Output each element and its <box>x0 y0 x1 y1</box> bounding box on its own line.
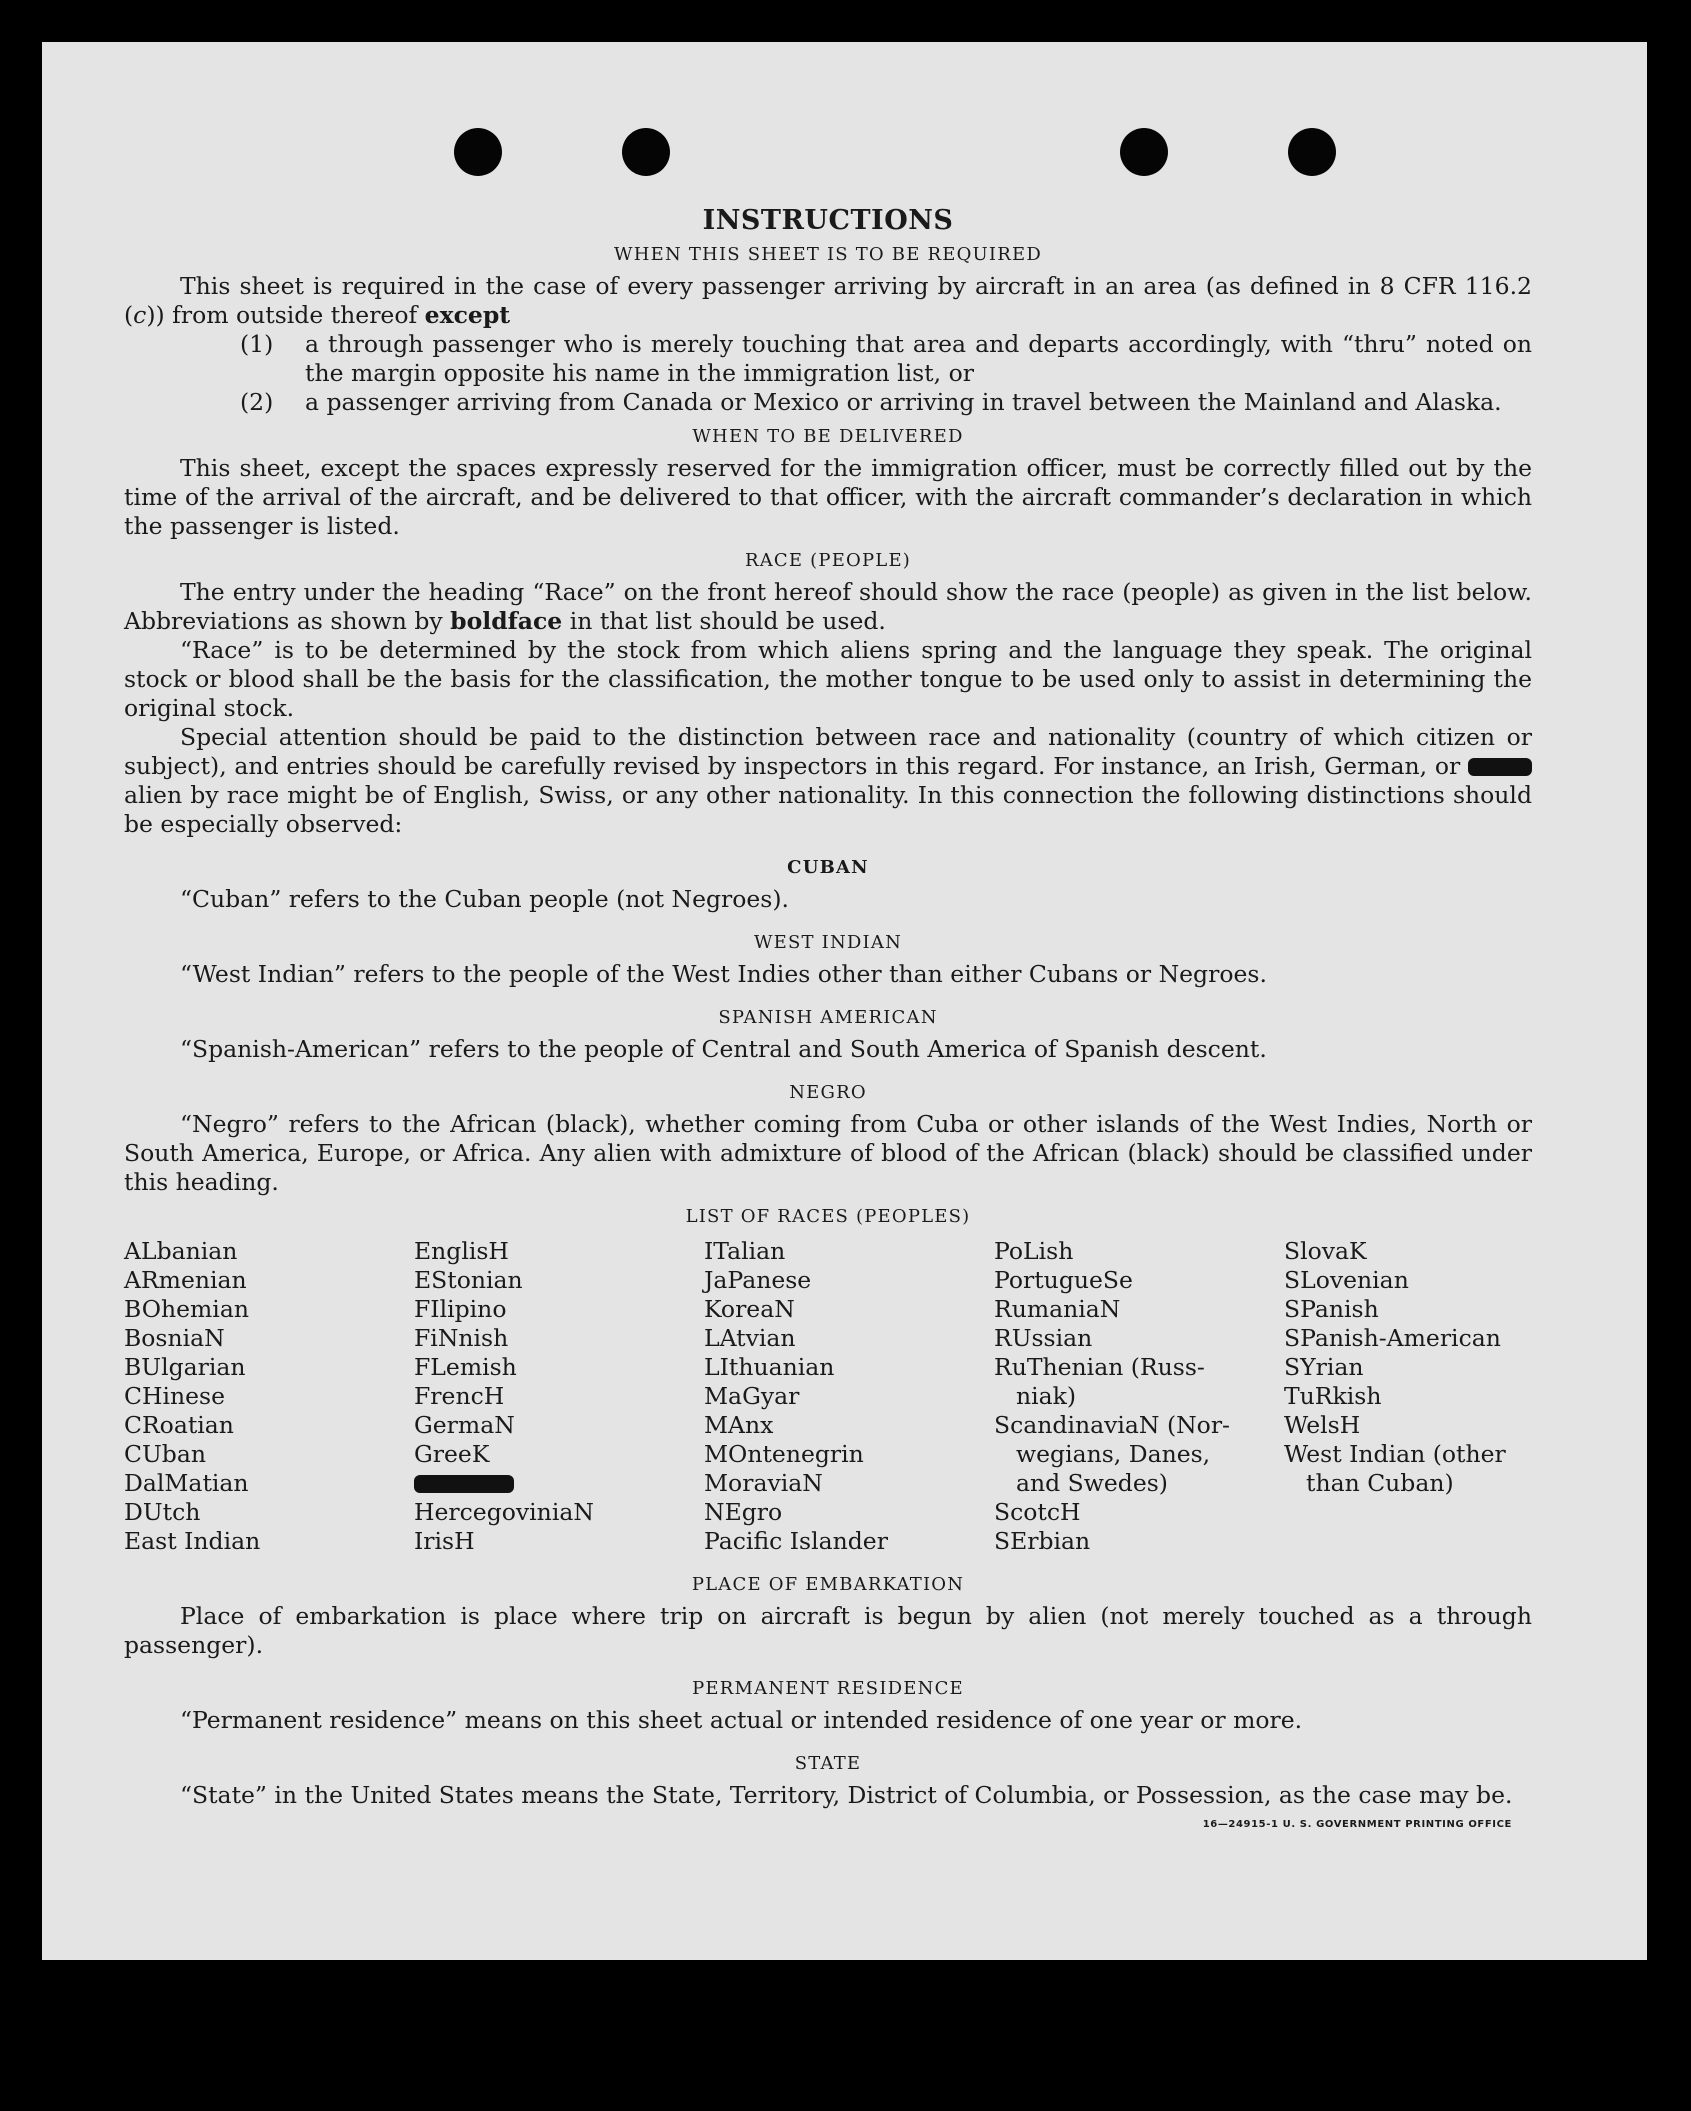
list-item <box>240 330 1532 388</box>
race-entry: PortugueSe <box>994 1266 1133 1294</box>
paragraph-cuban: “Cuban” refers to the Cuban people (not Negroes). <box>180 885 790 913</box>
document-sheet <box>42 42 1647 1960</box>
race-entry: RUssian <box>994 1324 1093 1352</box>
race-entry-continued: wegians, Danes, <box>1016 1440 1211 1468</box>
heading-required: WHEN THIS SHEET IS TO BE REQUIRED <box>614 244 1042 265</box>
race-entry: BOhemian <box>124 1295 249 1323</box>
race-entry: DUtch <box>124 1498 201 1526</box>
paragraph-west-indian: “West Indian” refers to the people of the West Indies other than either Cubans or Negroes. <box>180 960 1267 988</box>
heading-delivered: WHEN TO BE DELIVERED <box>692 426 964 447</box>
punch-hole <box>1288 128 1336 176</box>
race-entry: MOntenegrin <box>704 1440 864 1468</box>
heading-race: RACE (PEOPLE) <box>744 550 912 571</box>
race-entry: IrisH <box>414 1527 475 1555</box>
paragraph-race-3: Special attention should be paid to the distinction between race and nationality (country of which citizen or subject), and entries should be carefully revised by inspectors in this regard. For instance, an Irish, German, or alien by race might be of English, Swiss, or any other nationality. In this connection the following distinctions should be especially observed: <box>124 723 1532 838</box>
race-entry: FrencH <box>414 1382 505 1410</box>
race-entry: GermaN <box>414 1411 515 1439</box>
paragraph-negro: “Negro” refers to the African (black), whether coming from Cuba or other islands of the West Indies, North or South America, Europe, or Africa. Any alien with admixture of blood of the African (black) should be classified under this heading. <box>124 1110 1532 1196</box>
paragraph-delivered: This sheet, except the spaces expressly reserved for the immigration officer, must be correctly filled out by the time of the arrival of the aircraft, and be delivered to that officer, with the aircraft commander’s declaration in which the passenger is listed. <box>124 454 1532 540</box>
race-entry: SLovenian <box>1284 1266 1409 1294</box>
races-list <box>124 1237 1532 1556</box>
item-number: (2) <box>240 388 274 416</box>
race-entry: FLemish <box>414 1353 517 1381</box>
paragraph-embarkation: Place of embarkation is place where trip on aircraft is begun by alien (not merely touched as a through passenger). <box>124 1602 1532 1659</box>
races-column <box>1284 1237 1542 1556</box>
race-entry: BUlgarian <box>124 1353 246 1381</box>
race-entry: SYrian <box>1284 1353 1364 1381</box>
list-item <box>240 388 1532 417</box>
race-entry: CRoatian <box>124 1411 234 1439</box>
race-entry: ScotcH <box>994 1498 1081 1526</box>
race-entry: DalMatian <box>124 1469 249 1497</box>
race-entry: ScandinaviaN (Nor- <box>994 1411 1230 1439</box>
item-text: a through passenger who is merely touching that area and departs accordingly, with “thru” noted on the margin opposite his name in the immigration list, or <box>305 330 1532 387</box>
paragraph-race-2: “Race” is to be determined by the stock from which aliens spring and the language they speak. The original stock or blood shall be the basis for the classification, the mother tongue to be used only to assist in determining the original stock. <box>124 636 1532 722</box>
race-entry: FIlipino <box>414 1295 507 1323</box>
heading-cuban: CUBAN <box>787 857 869 878</box>
paragraph-required: This sheet is required in the case of every passenger arriving by aircraft in an area (as defined in 8 CFR 116.2 (c)) from outside thereof except <box>124 272 1532 329</box>
race-entry: RuThenian (Russ- <box>994 1353 1205 1381</box>
race-entry: East Indian <box>124 1527 261 1555</box>
item-number: (1) <box>240 330 274 358</box>
race-entry: MoraviaN <box>704 1469 823 1497</box>
footer <box>124 1810 1532 1839</box>
instructions-content <box>124 206 1532 1839</box>
punch-hole <box>454 128 502 176</box>
race-entry: LIthuanian <box>704 1353 835 1381</box>
race-entry: BosniaN <box>124 1324 225 1352</box>
race-entry: GreeK <box>414 1440 490 1468</box>
paragraph-race-1: The entry under the heading “Race” on the front hereof should show the race (people) as given in the list below. Abbreviations as shown by boldface in that list should be used. <box>124 578 1532 635</box>
punch-hole <box>622 128 670 176</box>
race-entry: EStonian <box>414 1266 523 1294</box>
race-entry: CHinese <box>124 1382 225 1410</box>
race-entry: NEgro <box>704 1498 783 1526</box>
race-entry: FiNnish <box>414 1324 509 1352</box>
races-column <box>994 1237 1284 1556</box>
race-entry: CUban <box>124 1440 206 1468</box>
race-entry: West Indian (other <box>1284 1440 1506 1468</box>
heading-list-of-races: LIST OF RACES (PEOPLES) <box>685 1206 971 1227</box>
race-entry: HercegoviniaN <box>414 1498 594 1526</box>
paragraph-spanish-american: “Spanish-American” refers to the people of Central and South America of Spanish descent. <box>180 1035 1267 1063</box>
race-entry: RumaniaN <box>994 1295 1121 1323</box>
printing-office-imprint: 16—24915-1 U. S. GOVERNMENT PRINTING OFFICE <box>1202 1819 1512 1830</box>
race-entry: MaGyar <box>704 1382 800 1410</box>
heading-west-indian: WEST INDIAN <box>753 932 903 953</box>
race-entry: KoreaN <box>704 1295 795 1323</box>
race-entry: WelsH <box>1284 1411 1361 1439</box>
race-entry: ARmenian <box>124 1266 247 1294</box>
races-column <box>124 1237 414 1556</box>
race-entry-continued: niak) <box>1016 1382 1077 1410</box>
race-entry: ALbanian <box>124 1237 238 1265</box>
race-entry: LAtvian <box>704 1324 796 1352</box>
page-title: INSTRUCTIONS <box>702 205 954 236</box>
heading-state: STATE <box>794 1753 862 1774</box>
race-entry: ITalian <box>704 1237 786 1265</box>
race-entry: SErbian <box>994 1527 1091 1555</box>
race-entry: TuRkish <box>1284 1382 1382 1410</box>
race-entry-redacted <box>414 1469 704 1498</box>
punch-hole <box>1120 128 1168 176</box>
race-entry: SPanish <box>1284 1295 1379 1323</box>
paragraph-state: “State” in the United States means the State, Territory, District of Columbia, or Possession, as the case may be. <box>180 1781 1513 1809</box>
race-entry: Pacific Islander <box>704 1527 888 1555</box>
heading-negro: NEGRO <box>789 1082 867 1103</box>
redaction-mark <box>414 1475 514 1493</box>
race-entry: SlovaK <box>1284 1237 1367 1265</box>
heading-embarkation: PLACE OF EMBARKATION <box>691 1574 965 1595</box>
item-text: a passenger arriving from Canada or Mexico or arriving in travel between the Mainland and Alaska. <box>305 388 1502 416</box>
race-entry: EnglisH <box>414 1237 509 1265</box>
races-column <box>414 1237 704 1556</box>
paragraph-permanent-residence: “Permanent residence” means on this sheet actual or intended residence of one year or more. <box>180 1706 1303 1734</box>
race-entry: MAnx <box>704 1411 774 1439</box>
race-entry: PoLish <box>994 1237 1074 1265</box>
heading-permanent-residence: PERMANENT RESIDENCE <box>692 1678 964 1699</box>
race-entry-continued: and Swedes) <box>1016 1469 1168 1497</box>
redaction-mark <box>1468 758 1532 776</box>
race-entry-continued: than Cuban) <box>1306 1469 1454 1497</box>
race-entry: JaPanese <box>704 1266 812 1294</box>
heading-spanish-american: SPANISH AMERICAN <box>718 1007 938 1028</box>
race-entry: SPanish-American <box>1284 1324 1501 1352</box>
races-column <box>704 1237 994 1556</box>
